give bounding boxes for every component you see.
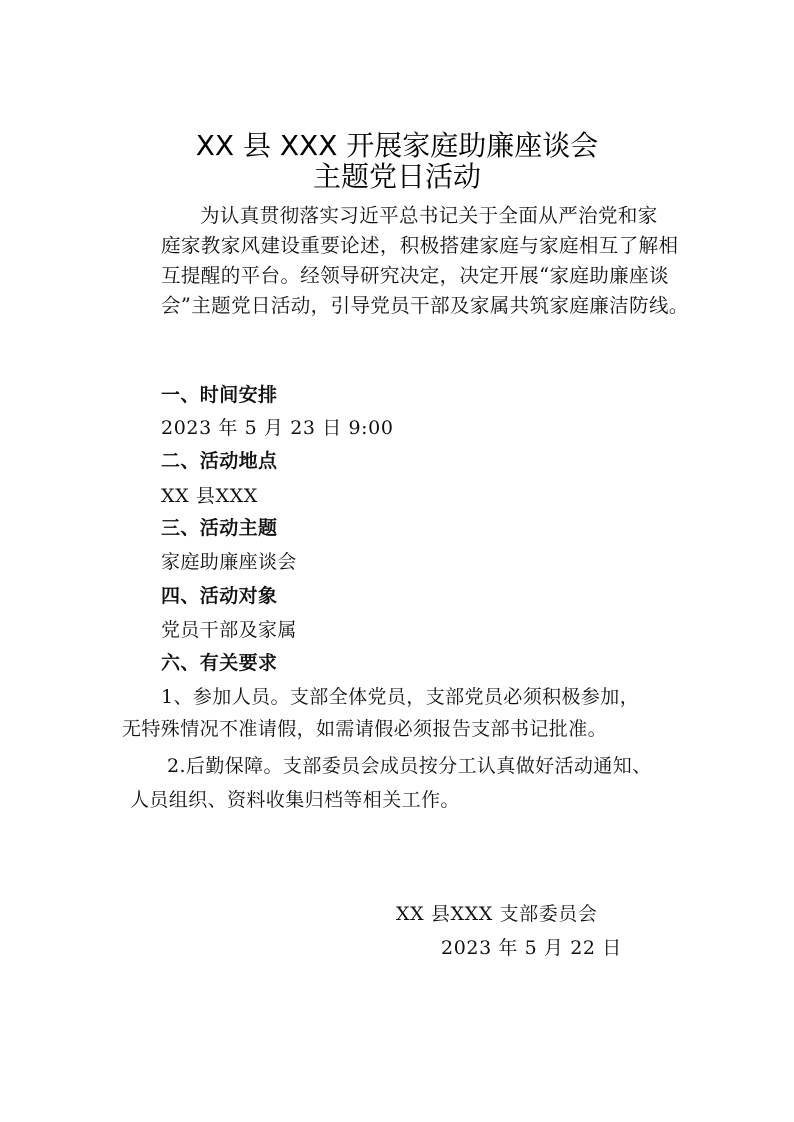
section-content-location: XX 县XXX xyxy=(161,485,258,507)
requirement-1-line2: 无特殊情况不准请假，如需请假必须报告支部书记批准。 xyxy=(122,718,608,740)
document-title-line1: XX 县 XXX 开展家庭助廉座谈会 xyxy=(195,129,599,162)
requirement-1-line1: 1、参加人员。支部全体党员，支部党员必须积极参加， xyxy=(161,686,640,708)
intro-line-2: 庭家教家风建设重要论述，积极搭建家庭与家庭相互了解相 xyxy=(161,234,679,257)
document-title-line2: 主题党日活动 xyxy=(312,160,481,193)
section-content-theme: 家庭助廉座谈会 xyxy=(161,551,297,573)
section-heading-requirements: 六、有关要求 xyxy=(161,652,278,674)
intro-line-1: 为认真贯彻落实习近平总书记关于全面从严治党和家 xyxy=(200,204,658,227)
section-content-audience: 党员干部及家属 xyxy=(161,619,297,641)
requirement-2-line1: 2.后勤保障。支部委员会成员按分工认真做好活动通知、 xyxy=(167,755,652,777)
intro-line-4: 会”主题党日活动，引导党员干部及家属共筑家庭廉洁防线。 xyxy=(161,294,689,317)
section-content-time: 2023 年 5 月 23 日 9:00 xyxy=(161,417,394,439)
signature-organization: XX 县XXX 支部委员会 xyxy=(396,903,598,925)
section-heading-location: 二、活动地点 xyxy=(161,450,278,472)
section-heading-time: 一、时间安排 xyxy=(161,384,278,406)
section-heading-audience: 四、活动对象 xyxy=(161,585,278,607)
section-heading-theme: 三、活动主题 xyxy=(161,517,278,539)
intro-line-3: 互提醒的平台。经领导研究决定，决定开展“家庭助廉座谈 xyxy=(161,264,669,287)
requirement-2-line2: 人员组织、资料收集归档等相关工作。 xyxy=(130,789,460,811)
signature-date: 2023 年 5 月 22 日 xyxy=(441,937,622,959)
